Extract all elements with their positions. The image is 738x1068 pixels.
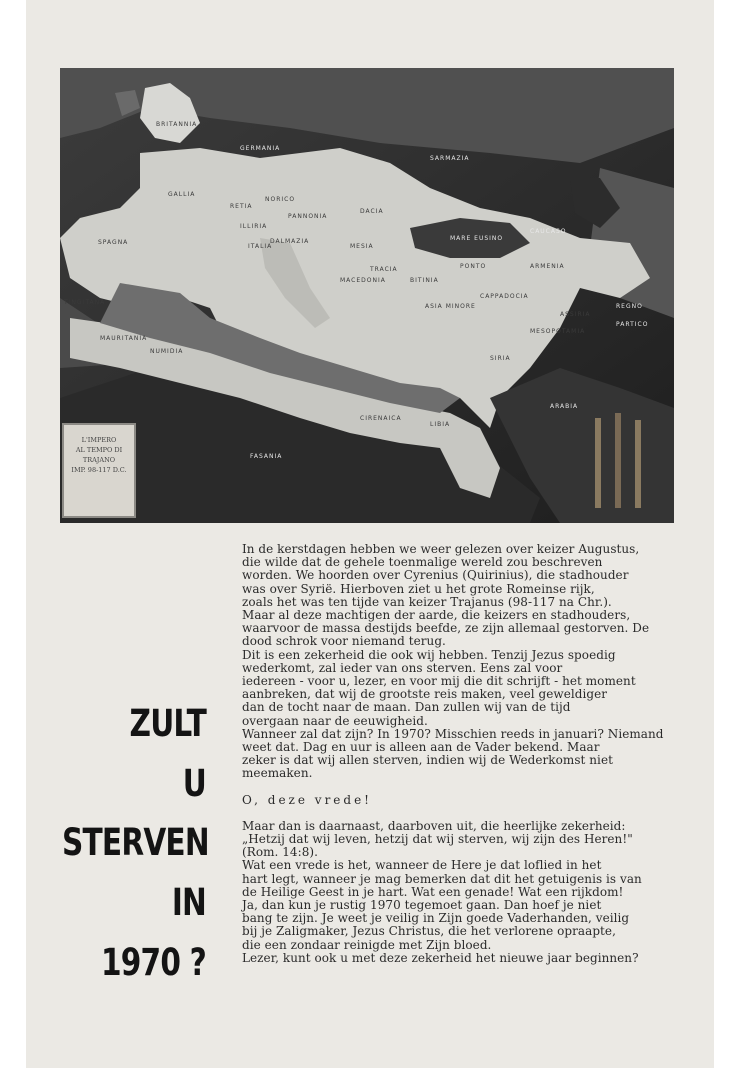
text-line: Dit is een zekerheid die ook wij hebben. Tenzij Jezus spoedig <box>242 647 616 662</box>
map-region-label: BITINIA <box>410 277 439 284</box>
text-line: bang te zijn. Je weet je veilig in Zijn goede Vaderhanden, veilig <box>242 911 630 926</box>
text-line: bij je Zaligmaker, Jezus Christus, die het verlorene opraapte, <box>242 924 616 939</box>
map-region-label: ASSIRIA <box>560 311 591 318</box>
headline-line-3: STERVEN <box>62 821 209 864</box>
legend-line: L'IMPERO <box>81 436 117 444</box>
text-line: Maar al deze machtigen der aarde, die keizers en stadhouders, <box>242 608 631 623</box>
map-region-label: RETIA <box>230 203 253 210</box>
headline-line-2: U <box>182 762 206 805</box>
text-line: Wanneer zal dat zijn? In 1970? Misschien reeds in januari? Niemand <box>242 726 664 741</box>
text-line: meemaken. <box>242 766 313 781</box>
map-region-label: CAPPADOCIA <box>480 293 529 300</box>
map-region-label: PONTO <box>460 263 487 270</box>
map-region-label: ASIA MINORE <box>425 303 476 310</box>
map-region-label: CIRENAICA <box>360 415 402 422</box>
legend-line: IMP. 98-117 D.C. <box>71 466 127 474</box>
text-line: dood schrok voor niemand terug. <box>242 634 446 649</box>
map-region-label: LIBIA <box>430 421 451 428</box>
map-region-label: REGNO <box>616 303 643 310</box>
text-line: waarvoor de massa destijds beefde, ze zijn allemaal gestorven. De <box>242 621 650 636</box>
map-region-label: GALLIA <box>168 191 196 198</box>
map-region-label: SARMAZIA <box>430 155 470 162</box>
map-region-label: MESOPOTAMIA <box>530 328 586 335</box>
text-line: weet dat. Dag en uur is alleen aan de Vader bekend. Maar <box>242 740 600 755</box>
map-region-label: MARE EUSINO <box>450 235 504 242</box>
article-body <box>242 543 712 965</box>
text-line: zeker is dat wij allen sterven, indien wij de Wederkomst niet <box>242 753 613 768</box>
map-region-label: PARTICO <box>616 321 649 328</box>
legend-line: AL TEMPO DI <box>75 446 123 454</box>
article-subheading: O, deze vrede! <box>242 792 373 807</box>
map-region-label: BRITANNIA <box>156 121 198 128</box>
map-region-label: DALMAZIA <box>270 238 310 245</box>
text-line: „Hetzij dat wij leven, hetzij dat wij sterven, wij zijn des Heren!" <box>242 832 633 847</box>
map-region-label: CAUCASO <box>530 228 567 235</box>
text-line: zoals het was ten tijde van keizer Trajanus (98-117 na Chr.). <box>242 594 612 609</box>
map-region-label: SIRIA <box>490 355 511 362</box>
text-line: aanbreken, dat wij de grootste reis maken, veel geweldiger <box>242 687 608 702</box>
text-line: wederkomt, zal ieder van ons sterven. Eens zal voor <box>242 660 563 675</box>
article-paragraph-1 <box>242 543 712 781</box>
map-region-label: NUMIDIA <box>150 348 184 355</box>
map-region-label: PANNONIA <box>288 213 328 220</box>
map-region-label: ARMENIA <box>530 263 565 270</box>
map-region-label: MAURITANIA <box>100 335 148 342</box>
text-line: (Rom. 14:8). <box>242 845 318 860</box>
text-line: In de kerstdagen hebben we weer gelezen over keizer Augustus, <box>242 542 640 556</box>
article-paragraph-2 <box>242 820 712 965</box>
map-region-label: TINGITANA <box>64 299 106 306</box>
text-line: iedereen - voor u, lezer, en voor mij die dit schrijft - het moment <box>242 674 636 689</box>
map-region-label: MESIA <box>350 243 374 250</box>
magazine-page <box>26 0 714 1068</box>
headline-line-5: 1970 ? <box>100 941 206 984</box>
text-line: dan de tocht naar de maan. Dan zullen wij van de tijd <box>242 700 571 715</box>
map-illustration <box>60 68 674 523</box>
headline-line-1: ZULT <box>129 702 206 745</box>
headline-line-4: IN <box>171 881 206 924</box>
legend-line: TRAJANO <box>82 456 116 464</box>
text-line: de Heilige Geest in je hart. Wat een genade! Wat een rijkdom! <box>242 884 624 899</box>
text-line: Maar dan is daarnaast, daarboven uit, die heerlijke zekerheid: <box>242 818 626 833</box>
text-line: hart legt, wanneer je mag bemerken dat dit het getuigenis is van <box>242 871 642 886</box>
text-line: Ja, dan kun je rustig 1970 tegemoet gaan. Dan hoef je niet <box>242 898 602 913</box>
text-line: worden. We hoorden over Cyrenius (Quirinius), die stadhouder <box>242 568 629 583</box>
map-region-label: SPAGNA <box>98 239 129 246</box>
text-line: was over Syrië. Hierboven ziet u het grote Romeinse rijk, <box>242 581 595 596</box>
map-region-label: DACIA <box>360 208 384 215</box>
map-region-label: ILLIRIA <box>240 223 268 230</box>
map-region-label: GERMANIA <box>240 145 281 152</box>
text-line: die een zondaar reinigde met Zijn bloed. <box>242 937 492 952</box>
map-legend-plaque <box>62 423 136 518</box>
map-region-label: FASANIA <box>250 453 283 460</box>
map-region-label: NORICO <box>265 196 296 203</box>
map-region-label: ARABIA <box>550 403 579 410</box>
map-region-label: ITALIA <box>248 243 273 250</box>
text-line: Lezer, kunt ook u met deze zekerheid het nieuwe jaar beginnen? <box>242 950 639 965</box>
text-line: overgaan naar de eeuwigheid. <box>242 713 428 728</box>
map-region-label: TRACIA <box>370 266 398 273</box>
text-line: Wat een vrede is het, wanneer de Here je dat loflied in het <box>242 858 602 873</box>
text-line: die wilde dat de gehele toenmalige wereld zou beschreven <box>242 555 603 570</box>
map-region-label: MACEDONIA <box>340 277 386 284</box>
roman-empire-map-photo <box>60 68 674 523</box>
